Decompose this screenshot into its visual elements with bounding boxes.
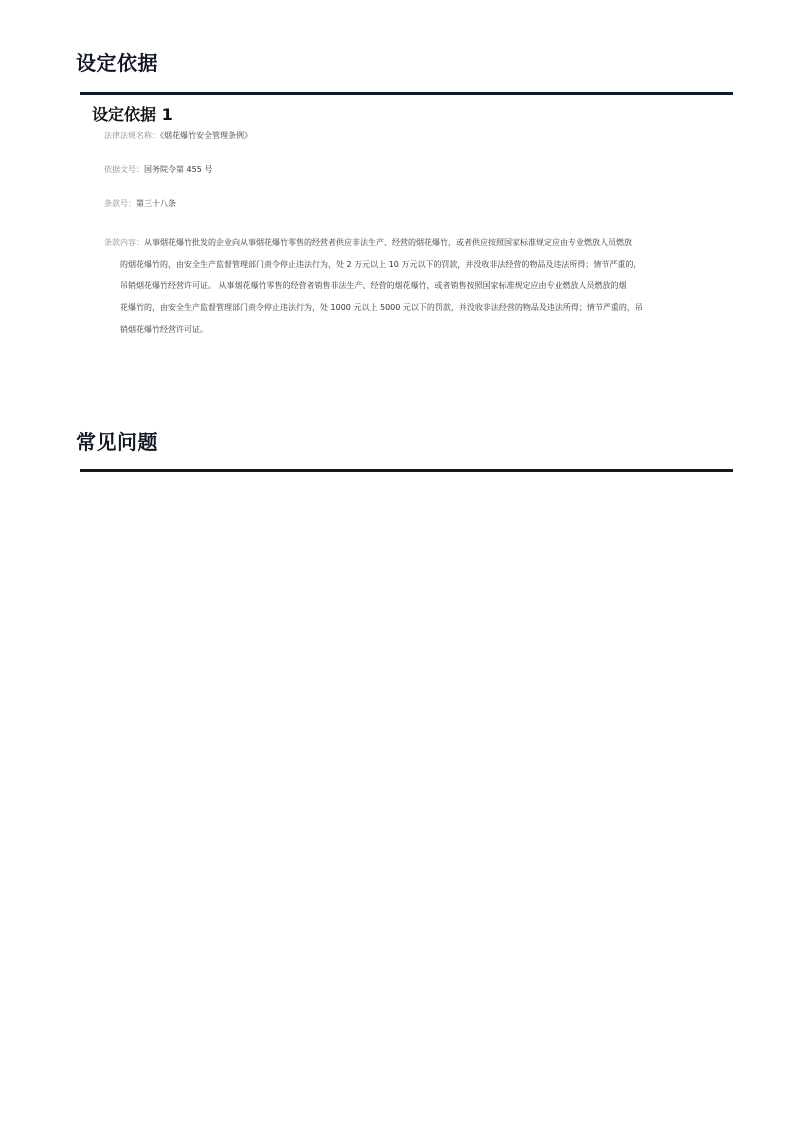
article-number-field — [104, 198, 176, 210]
doc-number-label: 依据文号： — [104, 165, 144, 174]
article-number-value: 第三十八条 — [136, 199, 176, 208]
section-title-basis: 设定依据 — [76, 51, 158, 75]
section-divider — [80, 92, 733, 95]
article-content-line — [104, 232, 684, 254]
doc-number-value: 国务院令第 455 号 — [144, 165, 213, 174]
section-title-faq: 常见问题 — [76, 430, 158, 454]
article-content-line: 吊销烟花爆竹经营许可证。 从事烟花爆竹零售的经营者销售非法生产、经营的烟花爆竹，或者销售按照国家标准规定应由专业燃放人员燃放的烟 — [120, 281, 627, 291]
article-content-text: 从事烟花爆竹批发的企业向从事烟花爆竹零售的经营者供应非法生产、经营的烟花爆竹，或者供应按照国家标准规定应由专业燃放人员燃放 — [144, 238, 632, 247]
doc-number-field — [104, 164, 212, 176]
article-content-label: 条款内容： — [104, 238, 144, 247]
law-name-label: 法律法规名称： — [104, 131, 160, 140]
section-divider — [80, 469, 733, 472]
article-content-line: 销烟花爆竹经营许可证。 — [120, 324, 208, 334]
basis-item-title: 设定依据 1 — [92, 105, 173, 124]
article-content-line: 花爆竹的，由安全生产监督管理部门责令停止违法行为，处 1000 元以上 5000 元以下的罚款，并没收非法经营的物品及违法所得；情节严重的，吊 — [120, 303, 643, 313]
law-name-value: 《烟花爆竹安全管理条例》 — [160, 131, 252, 140]
article-content-field — [104, 232, 684, 341]
article-number-label: 条款号： — [104, 199, 136, 208]
law-name-field — [104, 130, 252, 142]
article-content-line: 的烟花爆竹的，由安全生产监督管理部门责令停止违法行为，处 2 万元以上 10 万元以下的罚款，并没收非法经营的物品及违法所得；情节严重的， — [120, 259, 642, 269]
